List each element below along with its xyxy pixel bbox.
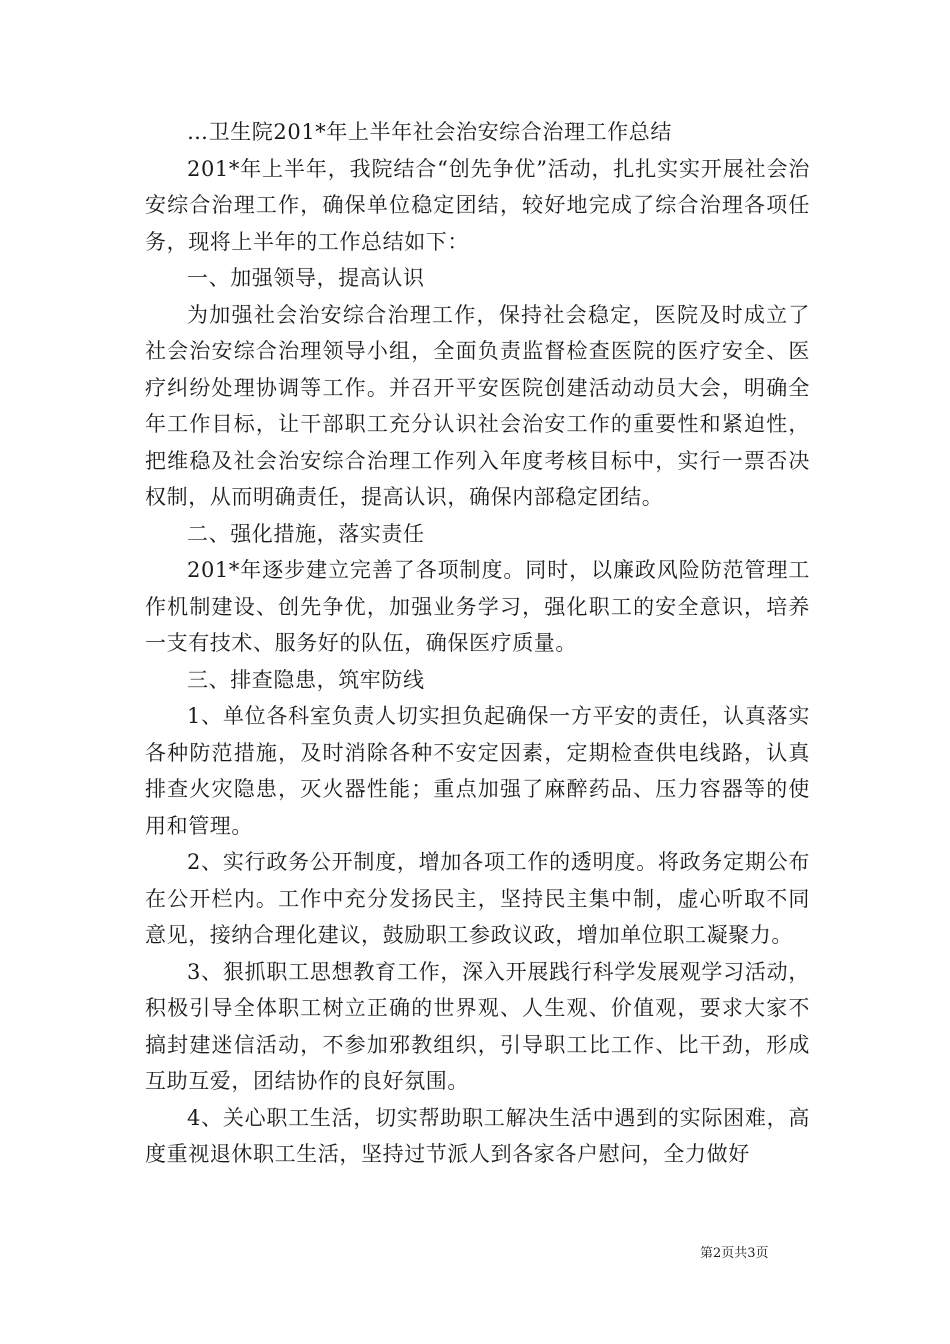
section-heading-1: 一、加强领导，提高认识	[187, 266, 425, 290]
document-body	[145, 114, 810, 1173]
section-3-item-4: 4、关心职工生活，切实帮助职工解决生活中遇到的实际困难，高度重视退休职工生活，坚持过节派人到各家各户慰问，全力做好	[145, 1105, 810, 1166]
section-3-item-2: 2、实行政务公开制度，增加各项工作的透明度。将政务定期公布在公开栏内。工作中充分发扬民主，坚持民主集中制，虚心听取不同意见，接纳合理化建议，鼓励职工参政议政，增加单位职工凝聚力。	[145, 850, 810, 947]
section-2-paragraph: 201*年逐步建立完善了各项制度。同时，以廉政风险防范管理工作机制建设、创先争优，加强业务学习，强化职工的安全意识，培养一支有技术、服务好的队伍，确保医疗质量。	[145, 558, 810, 655]
section-heading-3: 三、排查隐患，筑牢防线	[187, 667, 425, 692]
section-1-paragraph: 为加强社会治安综合治理工作，保持社会稳定，医院及时成立了社会治安综合治理领导小组，全面负责监督检查医院的医疗安全、医疗纠纷处理协调等工作。并召开平安医院创建活动动员大会，明确全年工作目标，让干部职工充分认识社会治安工作的重要性和紧迫性，把维稳及社会治安综合治理工作列入年度考核目标中，实行一票否决权制，从而明确责任，提高认识，确保内部稳定团结。	[145, 302, 810, 509]
section-3-item-3: 3、狠抓职工思想教育工作，深入开展践行科学发展观学习活动，积极引导全体职工树立正确的世界观、人生观、价值观，要求大家不搞封建迷信活动，不参加邪教组织，引导职工比工作、比干劲，形成互助互爱，团结协作的良好氛围。	[145, 959, 810, 1093]
intro-paragraph: 201*年上半年，我院结合“创先争优”活动，扎扎实实开展社会治安综合治理工作，确保单位稳定团结，较好地完成了综合治理各项任务，现将上半年的工作总结如下：	[145, 156, 810, 254]
section-3-item-1: 1、单位各科室负责人切实担负起确保一方平安的责任，认真落实各种防范措施，及时消除各种不安定因素，定期检查供电线路，认真排查火灾隐患，灭火器性能；重点加强了麻醉药品、压力容器等的使用和管理。	[145, 704, 810, 838]
page-number-footer: 第2页共3页	[700, 1246, 769, 1261]
document-title: …卫生院201*年上半年社会治安综合治理工作总结	[187, 120, 672, 144]
section-heading-2: 二、强化措施，落实责任	[187, 521, 425, 546]
